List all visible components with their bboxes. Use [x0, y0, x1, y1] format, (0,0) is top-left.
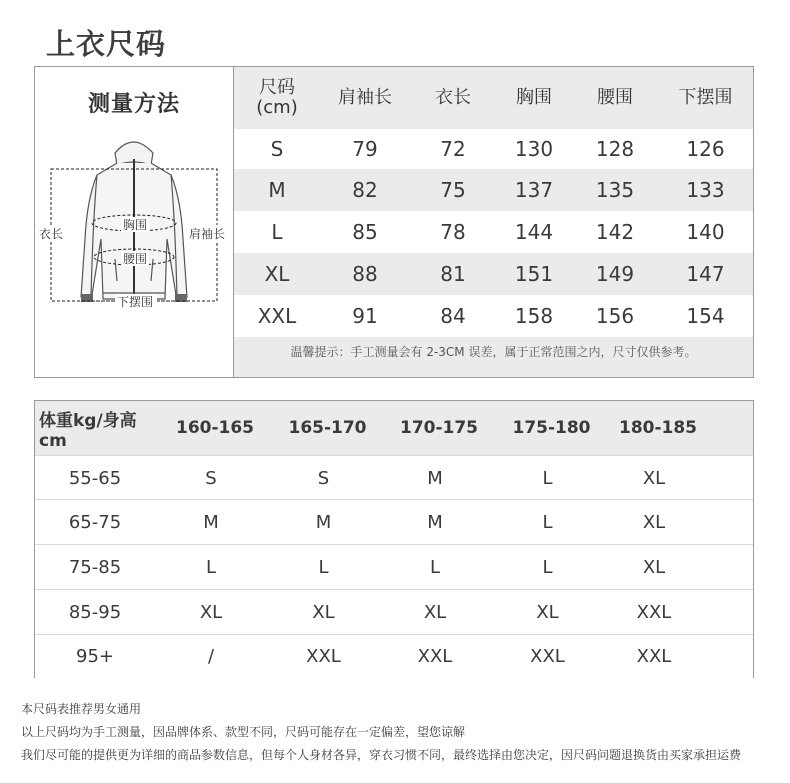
- table-row: [35, 634, 753, 678]
- table-row: [35, 455, 753, 500]
- sleeve-cell: 85: [352, 220, 378, 244]
- weight-cell: 55-65: [68, 467, 122, 489]
- size-cell: M: [427, 467, 443, 489]
- size-cell: XL: [642, 512, 666, 533]
- size-cell: L: [318, 557, 329, 578]
- table-row: [234, 169, 753, 211]
- table-row: [234, 295, 753, 337]
- chest-cell: 137: [514, 178, 554, 202]
- header-size: 尺码 (cm): [256, 77, 298, 118]
- header-sleeve: 肩袖长: [338, 87, 392, 108]
- length-cell: 78: [440, 220, 466, 244]
- size-cell: XL: [536, 602, 559, 623]
- size-cell: XL: [423, 602, 447, 623]
- size-cell: L: [429, 557, 441, 578]
- weight-cell: 65-75: [68, 512, 122, 533]
- size-cell: L: [542, 467, 553, 489]
- length-cell: 75: [440, 178, 466, 202]
- size-cell: L: [542, 557, 553, 578]
- header-height-range: 165-170: [288, 418, 367, 438]
- size-cell: S: [205, 467, 217, 489]
- header-height-range: 180-185: [618, 418, 698, 438]
- size-cell: XXL: [530, 646, 565, 667]
- size-cell: XL: [642, 557, 666, 578]
- sleeve-cell: 79: [352, 137, 378, 161]
- weight-cell: 85-95: [68, 602, 122, 623]
- size-cell: L: [205, 557, 217, 578]
- size-cell: XXL: [636, 602, 672, 623]
- weight-cell: 95+: [76, 646, 114, 667]
- waist-cell: 156: [595, 304, 635, 328]
- chest-cell: 130: [514, 137, 554, 161]
- waist-cell: 142: [595, 220, 635, 244]
- footer-note-manual-measure: 以上尺码均为手工测量，因品牌体系、款型不同，尺码可能存在一定偏差，望您谅解: [21, 725, 466, 739]
- size-cell: XL: [199, 602, 223, 623]
- hem-cell: 147: [686, 262, 725, 286]
- header-length: 衣长: [435, 87, 471, 108]
- weight-cell: 75-85: [68, 557, 122, 578]
- label-chest: 胸围: [123, 218, 148, 232]
- recommend-table-header: [35, 401, 753, 455]
- size-cell: XXL: [306, 646, 341, 667]
- size-table-values: [234, 67, 753, 377]
- sleeve-cell: 82: [352, 178, 378, 202]
- label-waist: 腰围: [123, 252, 148, 266]
- table-row: [35, 589, 753, 635]
- length-cell: 81: [440, 262, 466, 286]
- size-cell: M: [203, 512, 219, 533]
- waist-cell: 128: [595, 137, 635, 161]
- size-cell: S: [270, 137, 284, 161]
- chest-cell: 158: [514, 304, 554, 328]
- size-cell: L: [271, 220, 283, 244]
- sleeve-cell: 88: [352, 262, 378, 286]
- size-cell: XXL: [636, 646, 672, 667]
- header-weight-height: 体重kg/身高cm: [39, 410, 137, 451]
- footer-note-return-policy: 我们尽可能的提供更为详细的商品参数信息，但每个人身材各异，穿衣习惯不同，最终选择由您决定，因尺码问题退换货由买家承担运费: [21, 748, 742, 762]
- size-cell: M: [427, 512, 443, 533]
- table-row: [35, 544, 753, 590]
- label-body-length: 衣长: [39, 227, 64, 241]
- table-row: [35, 499, 753, 545]
- label-sleeve-length: 肩袖长: [189, 227, 226, 241]
- hem-cell: 126: [686, 137, 725, 161]
- header-chest: 胸围: [516, 87, 552, 108]
- size-cell: M: [268, 178, 286, 202]
- size-cell: S: [317, 467, 330, 489]
- table-row: [234, 253, 753, 295]
- size-table-header: [234, 67, 753, 129]
- page-title: 上衣尺码: [46, 27, 167, 61]
- sleeve-cell: 91: [352, 304, 378, 328]
- hem-cell: 140: [686, 220, 725, 244]
- table-row: [234, 211, 753, 253]
- chest-cell: 151: [514, 262, 554, 286]
- chest-cell: 144: [514, 220, 554, 244]
- hem-cell: 154: [686, 304, 725, 328]
- size-cell: L: [542, 512, 553, 533]
- size-recommendation-table: [34, 400, 754, 678]
- size-table: [34, 66, 754, 378]
- size-cell: XL: [264, 262, 290, 286]
- length-cell: 84: [440, 304, 466, 328]
- table-row: [234, 129, 753, 169]
- size-cell: M: [315, 512, 332, 533]
- size-cell: /: [207, 646, 215, 667]
- header-height-range: 160-165: [175, 418, 255, 438]
- hem-cell: 133: [686, 178, 725, 202]
- footer-note-unisex: 本尺码表推荐男女通用: [21, 702, 142, 716]
- size-cell: XXL: [417, 646, 453, 667]
- jacket-measurement-diagram: [35, 129, 233, 377]
- measurement-method-panel: [35, 67, 234, 377]
- header-height-range: 175-180: [512, 418, 591, 438]
- measurement-method-title: 测量方法: [87, 92, 180, 117]
- header-waist: 腰围: [597, 87, 633, 108]
- measurement-note: 温馨提示：手工测量会有 2-3CM 误差，属于正常范围之内，尺寸仅供参考。: [290, 345, 697, 359]
- size-cell: XL: [312, 602, 335, 623]
- size-cell: XL: [642, 467, 666, 489]
- size-cell: XXL: [257, 304, 297, 328]
- length-cell: 72: [440, 137, 466, 161]
- waist-cell: 135: [595, 178, 635, 202]
- label-hem: 下摆围: [117, 295, 154, 309]
- header-hem: 下摆围: [678, 87, 733, 108]
- waist-cell: 149: [595, 262, 635, 286]
- header-height-range: 170-175: [399, 418, 479, 438]
